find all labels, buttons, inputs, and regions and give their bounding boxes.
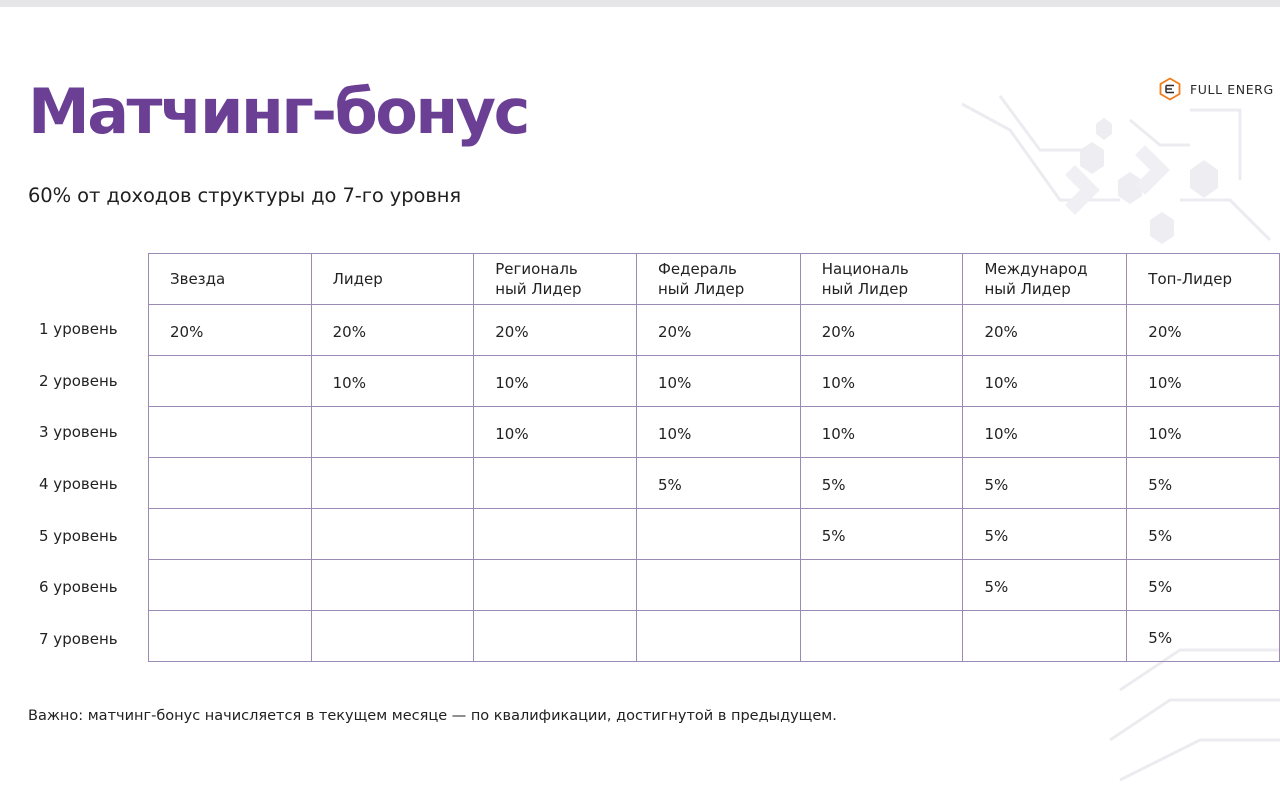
table-row	[149, 458, 1280, 509]
table-row	[149, 356, 1280, 407]
column-header: Лидер	[311, 254, 474, 305]
page-title: Матчинг-бонус	[28, 75, 528, 148]
table-cell: 20%	[311, 305, 474, 356]
table-header-row	[149, 254, 1280, 305]
full-energy-logo-icon	[1158, 77, 1182, 101]
table-cell: 5%	[800, 509, 963, 560]
table-cell	[636, 560, 800, 611]
table-cell: 10%	[963, 356, 1127, 407]
table-cell: 10%	[474, 356, 637, 407]
row-label: 6 уровень	[39, 578, 118, 596]
table-cell: 10%	[800, 407, 963, 458]
matching-bonus-table	[148, 253, 1280, 662]
row-label: 2 уровень	[39, 372, 118, 390]
table-cell	[311, 458, 474, 509]
table-cell	[474, 458, 637, 509]
table-row	[149, 305, 1280, 356]
table-cell: 10%	[311, 356, 474, 407]
table-cell: 10%	[1127, 407, 1280, 458]
table-cell: 20%	[1127, 305, 1280, 356]
table-cell: 20%	[636, 305, 800, 356]
table-row	[149, 407, 1280, 458]
table-row	[149, 611, 1280, 662]
subtitle: 60% от доходов структуры до 7-го уровня	[28, 184, 462, 207]
table-cell: 20%	[963, 305, 1127, 356]
table-cell	[311, 407, 474, 458]
row-label: 3 уровень	[39, 423, 118, 441]
table-cell: 5%	[1127, 560, 1280, 611]
table-cell	[800, 611, 963, 662]
window-top-edge	[0, 0, 1280, 7]
table-cell	[311, 509, 474, 560]
table-cell: 10%	[963, 407, 1127, 458]
table-cell: 5%	[1127, 458, 1280, 509]
table-cell: 5%	[963, 560, 1127, 611]
table-cell: 10%	[474, 407, 637, 458]
table-cell	[636, 611, 800, 662]
table-cell: 5%	[963, 509, 1127, 560]
table-cell	[149, 407, 312, 458]
table-cell	[149, 611, 312, 662]
footnote: Важно: матчинг-бонус начисляется в текущем месяце — по квалификации, достигнутой в предыдущем.	[28, 708, 837, 724]
table-cell: 5%	[963, 458, 1127, 509]
table-cell: 10%	[800, 356, 963, 407]
table-cell	[149, 356, 312, 407]
table-cell: 5%	[1127, 509, 1280, 560]
table-cell: 20%	[474, 305, 637, 356]
column-header: Националь ный Лидер	[800, 254, 963, 305]
row-label: 1 уровень	[39, 320, 118, 338]
column-header: Федераль ный Лидер	[636, 254, 800, 305]
table-cell: 10%	[636, 356, 800, 407]
brand-logo	[1158, 77, 1280, 101]
table-cell: 10%	[636, 407, 800, 458]
table-cell	[149, 509, 312, 560]
table-cell: 10%	[1127, 356, 1280, 407]
column-header: Топ-Лидер	[1127, 254, 1280, 305]
row-label: 5 уровень	[39, 527, 118, 545]
table-cell: 20%	[800, 305, 963, 356]
table-cell	[149, 560, 312, 611]
table-cell	[474, 611, 637, 662]
table-cell	[474, 560, 637, 611]
table-cell	[474, 509, 637, 560]
row-label: 4 уровень	[39, 475, 118, 493]
table-cell: 5%	[800, 458, 963, 509]
table-cell: 5%	[1127, 611, 1280, 662]
table-row	[149, 509, 1280, 560]
column-header: Региональ ный Лидер	[474, 254, 637, 305]
table-cell: 20%	[149, 305, 312, 356]
table-cell: 5%	[636, 458, 800, 509]
column-header: Международ ный Лидер	[963, 254, 1127, 305]
column-header: Звезда	[149, 254, 312, 305]
table-cell	[800, 560, 963, 611]
logo-text: FULL ENERG	[1190, 81, 1274, 97]
table-row	[149, 560, 1280, 611]
table-cell	[311, 611, 474, 662]
table-cell	[149, 458, 312, 509]
table-cell	[311, 560, 474, 611]
table-cell	[963, 611, 1127, 662]
row-label: 7 уровень	[39, 630, 118, 648]
table-cell	[636, 509, 800, 560]
